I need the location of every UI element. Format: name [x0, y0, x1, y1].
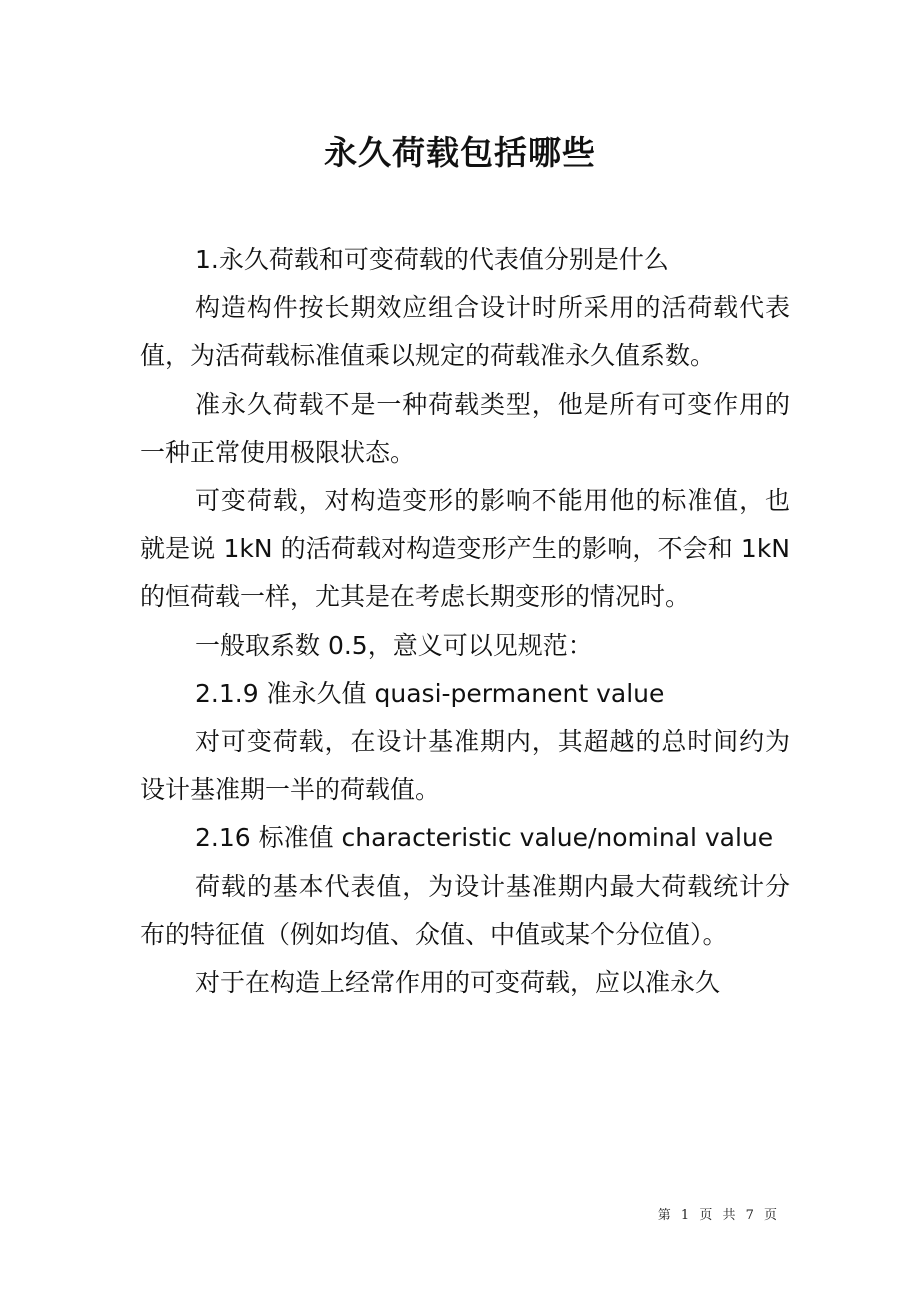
paragraph-2: 构造构件按长期效应组合设计时所采用的活荷载代表值，为活荷载标准值乘以规定的荷载准永久值系数。: [140, 293, 790, 371]
paragraph-1: 1.永久荷载和可变荷载的代表值分别是什么: [195, 245, 669, 274]
paragraph-6: 2.1.9 准永久值 quasi-permanent value: [195, 678, 665, 708]
paragraph-7: 对可变荷载，在设计基准期内，其超越的总时间约为设计基准期一半的荷载值。: [140, 727, 790, 805]
paragraph-4: 可变荷载，对构造变形的影响不能用他的标准值，也就是说 1kN 的活荷载对构造变形产生的影响，不会和 1kN 的恒荷载一样，尤其是在考虑长期变形的情况时。: [140, 486, 790, 612]
document-body: [140, 236, 790, 1007]
paragraph-9: 荷载的基本代表值，为设计基准期内最大荷载统计分布的特征值（例如均值、众值、中值或某个分位值）。: [140, 871, 790, 949]
document-title: 永久荷载包括哪些: [324, 133, 596, 172]
paragraph-3: 准永久荷载不是一种荷载类型，他是所有可变作用的一种正常使用极限状态。: [140, 389, 790, 467]
paragraph-5: 一般取系数 0.5，意义可以见规范：: [195, 630, 593, 660]
page-number-footer: 第 1 页 共 7 页: [657, 1208, 780, 1223]
paragraph-10: 对于在构造上经常作用的可变荷载，应以准永久: [195, 968, 721, 998]
paragraph-8: 2.16 标准值 characteristic value/nominal value: [195, 823, 774, 853]
